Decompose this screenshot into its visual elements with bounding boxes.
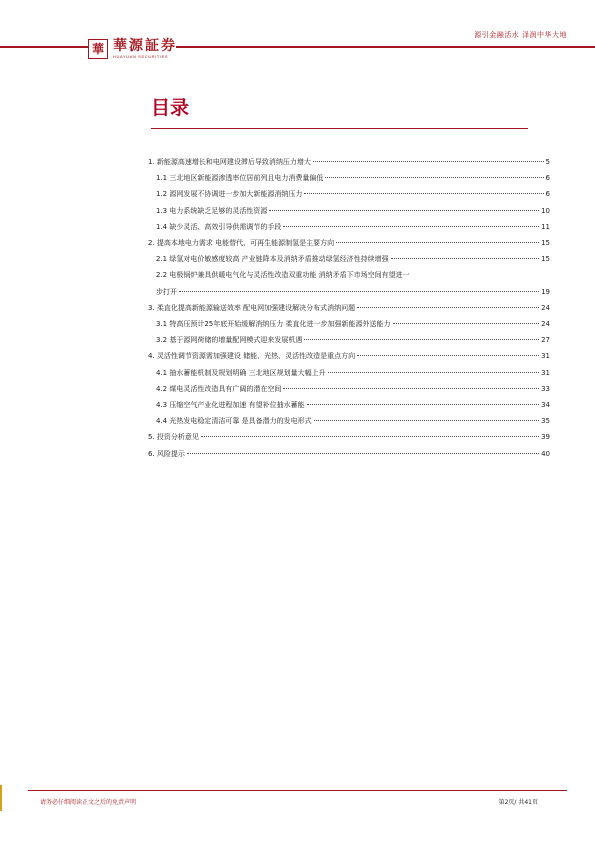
toc-entry-title: 4. 灵活性调节资源需加强建设 储能、光热、灵活性改造是重点方向: [148, 352, 356, 361]
toc-entry-page: 24: [541, 303, 550, 312]
toc-entry-page: 6: [545, 190, 550, 199]
toc-entry-title: 步打开: [156, 287, 177, 296]
toc-entry-title: 4.1 抽水蓄能机制及规划明确 三北地区规划量大幅上升: [156, 368, 326, 377]
toc-leader-dots: [304, 339, 539, 340]
logo-name-en: HUAYUAN SECURITIES: [113, 54, 169, 59]
toc-entry-page: 31: [541, 368, 550, 377]
toc-entry-title: 4.3 压缩空气产业化进程加速 有望补位抽水蓄能: [156, 401, 305, 410]
toc-entry-title: 4.2 煤电灵活性改造具有广阔的潜在空间: [156, 384, 282, 393]
toc-entry-title: 3. 柔直化提高新能源输送效率 配电网加强建设解决分布式消纳问题: [148, 303, 356, 312]
header-slogan: 源引金融活水 泽润中华大地: [474, 31, 567, 39]
toc-leader-dots: [325, 177, 543, 178]
toc-leader-dots: [391, 258, 539, 259]
toc-entry-title: 2. 提高本地电力需求 电能替代、可再生能源制氢是主要方向: [148, 239, 335, 248]
footer-divider: [28, 790, 567, 791]
toc-entry[interactable]: [148, 397, 550, 413]
toc-entry-page: 40: [541, 449, 550, 458]
toc-entry[interactable]: [148, 429, 550, 445]
footer-disclaimer: 请务必仔细阅读正文之后的免责声明: [40, 799, 137, 806]
toc-entry-page: 19: [541, 287, 550, 296]
header-rule-right: [176, 46, 595, 48]
toc-leader-dots: [179, 291, 539, 292]
toc-entry[interactable]: [148, 251, 550, 267]
toc-entry-page: 39: [541, 433, 550, 442]
toc-leader-dots: [201, 436, 539, 437]
toc-entry-page: 6: [545, 174, 550, 183]
logo-mark-icon: 華: [88, 39, 108, 59]
toc-entry-page: 31: [541, 352, 550, 361]
toc-leader-dots: [328, 372, 539, 373]
toc-entry-page: 15: [541, 239, 550, 248]
toc-leader-dots: [283, 226, 539, 227]
toc-entry[interactable]: [148, 186, 550, 202]
toc-entry[interactable]: [148, 219, 550, 235]
toc-entry-page: 15: [541, 255, 550, 264]
toc-leader-dots: [269, 210, 539, 211]
toc-entry-page: 10: [541, 206, 550, 215]
toc-entry-title: 5. 投资分析意见: [148, 433, 199, 442]
toc-entry-page: 11: [541, 222, 550, 231]
toc-entry-page: 35: [541, 417, 550, 426]
toc-leader-dots: [336, 242, 539, 243]
toc-entry[interactable]: [148, 170, 550, 186]
toc-leader-dots: [187, 453, 539, 454]
toc-leader-dots: [313, 161, 544, 162]
page-header: [0, 0, 595, 70]
toc-entry-title: 1. 新能源高速增长和电网建设滞后导致消纳压力增大: [148, 158, 311, 166]
toc-entry-page: 24: [541, 320, 550, 329]
toc-entry-title: 1.3 电力系统缺乏足够的灵活性资源: [156, 206, 268, 215]
toc-entry-title: 6. 风险提示: [148, 449, 185, 458]
toc-entry-page: 5: [545, 158, 550, 166]
toc-entry-title: 1.1 三北地区新能源渗透率位居前列且电力消费量偏低: [156, 174, 324, 183]
toc-entry-title: 1.2 源网发展不协调进一步加大新能源消纳压力: [156, 190, 303, 199]
toc-leader-dots: [357, 307, 539, 308]
toc-entry[interactable]: [148, 267, 550, 283]
toc-entry-title: 4.4 光热发电稳定清洁可靠 是具备潜力的发电形式: [156, 417, 312, 426]
toc-entry[interactable]: [148, 300, 550, 316]
toc-entry[interactable]: [148, 154, 550, 170]
table-of-contents: [148, 154, 550, 462]
toc-entry-title: 2.1 绿氢对电价敏感度较高 产业链降本及消纳矛盾推动绿氢经济性持续增强: [156, 255, 389, 264]
toc-entry[interactable]: [148, 235, 550, 251]
toc-leader-dots: [393, 323, 540, 324]
toc-entry[interactable]: [148, 413, 550, 429]
toc-entry-page: 27: [541, 336, 550, 345]
toc-entry-page: 33: [541, 384, 550, 393]
header-rule-left: [0, 46, 88, 48]
toc-entry[interactable]: [148, 348, 550, 364]
toc-entry[interactable]: [148, 381, 550, 397]
toc-entry[interactable]: [148, 446, 550, 462]
toc-leader-dots: [307, 404, 539, 405]
toc-entry[interactable]: [148, 332, 550, 348]
toc-entry-continuation[interactable]: [148, 284, 550, 300]
toc-entry[interactable]: [148, 365, 550, 381]
title-divider: [151, 128, 528, 129]
toc-leader-dots: [357, 355, 539, 356]
footer-page-info: 第2页/ 共41页: [498, 799, 538, 806]
toc-entry-title: 2.2 电极锅炉兼具供暖电气化与灵活性改造双重功能 消纳矛盾下市场空间有望进一: [156, 271, 410, 280]
toc-entry-title: 3.2 基于源网荷储的增量配网模式迎来发展机遇: [156, 336, 303, 345]
toc-leader-dots: [304, 193, 543, 194]
toc-leader-dots: [283, 388, 539, 389]
page-title: 目录: [151, 97, 190, 119]
toc-entry[interactable]: [148, 316, 550, 332]
toc-entry-page: 34: [541, 401, 550, 410]
footer-accent-bar: [0, 785, 2, 811]
toc-leader-dots: [314, 420, 539, 421]
toc-entry-title: 1.4 缺少灵活、高效引导供需调节的手段: [156, 222, 282, 231]
logo-name-cn: 華源証券: [113, 38, 177, 54]
toc-entry-title: 3.1 特高压预计25年底开始缓解消纳压力 柔直化进一步加强新能源外送能力: [156, 320, 391, 329]
company-logo: [88, 38, 177, 59]
toc-entry[interactable]: [148, 203, 550, 219]
